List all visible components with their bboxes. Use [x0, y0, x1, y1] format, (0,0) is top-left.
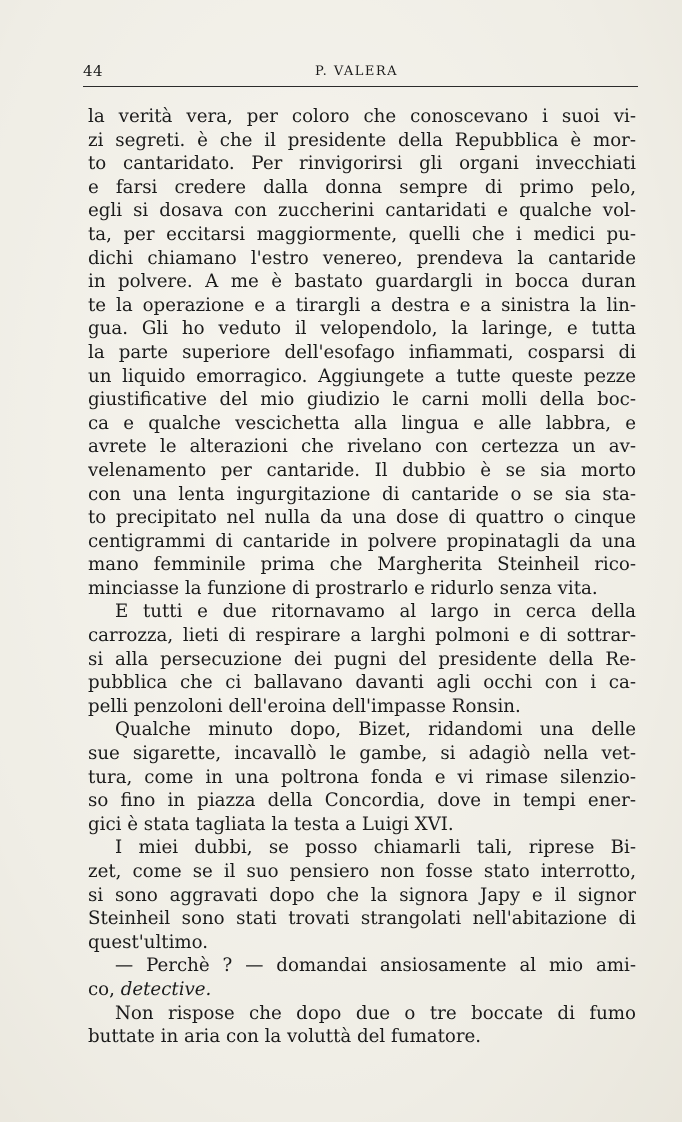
text-line: so fino in piazza della Concordia, dove in tempi ener-	[88, 790, 636, 812]
text-line: con una lenta ingurgitazione di cantaride o se sia sta-	[88, 483, 636, 505]
text-fragment: co,	[88, 978, 115, 1000]
text-line: e farsi credere dalla donna sempre di primo pelo,	[88, 176, 636, 198]
text-line: si sono aggravati dopo che la signora Japy e il signor	[88, 884, 636, 906]
text-line: la verità vera, per coloro che conoscevano i suoi vi-	[88, 106, 636, 127]
text-line: pubblica che ci ballavano davanti agli occhi con i ca-	[88, 672, 636, 694]
page-header	[83, 62, 638, 88]
text-line: ca e qualche vescichetta alla lingua e alle labbra, e	[88, 412, 636, 434]
text-line: to precipitato nel nulla da una dose di quattro o cinque	[88, 507, 636, 529]
text-line: velenamento per cantaride. Il dubbio è se sia morto	[88, 459, 636, 481]
text-line: sue sigarette, incavallò le gambe, si adagiò nella vet-	[88, 743, 636, 765]
text-line: pelli penzoloni dell'eroina dell'impasse Ronsin.	[88, 695, 521, 717]
text-line: E tutti e due ritornavamo al largo in cerca della	[115, 601, 636, 623]
text-line: ta, per eccitarsi maggiormente, quelli che i medici pu-	[88, 223, 636, 245]
text-line: tura, come in una poltrona fonda e vi rimase silenzio-	[88, 766, 636, 788]
text-line: Qualche minuto dopo, Bizet, ridandomi una delle	[115, 719, 636, 741]
text-line: quest'ultimo.	[88, 931, 209, 953]
text-line: Non rispose che dopo due o tre boccate di fumo	[115, 1002, 636, 1024]
text-line: te la operazione e a tirargli a destra e a sinistra la lin-	[88, 294, 636, 316]
text-line: mano femminile prima che Margherita Steinheil rico-	[88, 554, 636, 576]
text-line: zet, come se il suo pensiero non fosse stato interrotto,	[88, 861, 636, 882]
page-number: 44	[83, 62, 104, 80]
text-line: I miei dubbi, se posso chiamarli tali, riprese Bi-	[115, 837, 636, 859]
text-line: avrete le alterazioni che rivelano con certezza un av-	[88, 436, 636, 458]
text-line: in polvere. A me è bastato guardargli in bocca duran	[88, 271, 636, 293]
text-line: Steinheil sono stati trovati strangolati nell'abitazione di	[88, 908, 636, 930]
text-line: dichi chiamano l'estro venereo, prendeva la cantaride	[88, 247, 636, 269]
text-line: la parte superiore dell'esofago infiammati, cosparsi di	[88, 341, 636, 363]
text-line: si alla persecuzione dei pugni del presidente della Re-	[88, 648, 636, 670]
italic-word: detective.	[120, 978, 212, 1000]
text-line: zi segreti. è che il presidente della Repubblica è mor-	[88, 129, 636, 151]
body-text	[88, 105, 636, 1049]
running-head: P. VALERA	[315, 64, 399, 79]
text-line: un liquido emorragico. Aggiungete a tutte queste pezze	[88, 365, 636, 387]
text-line: gici è stata tagliata la testa a Luigi XVI.	[88, 813, 454, 835]
text-line: to cantaridato. Per rinvigorirsi gli organi invecchiati	[88, 153, 636, 175]
text-line: gua. Gli ho veduto il velopendolo, la laringe, e tutta	[88, 318, 636, 340]
header-rule	[83, 86, 638, 87]
text-line: centigrammi di cantaride in polvere propinatagli da una	[88, 530, 636, 552]
text-line: carrozza, lieti di respirare a larghi polmoni e di sottrar-	[88, 625, 636, 647]
text-line: — Perchè ? — domandai ansiosamente al mio ami-	[115, 955, 636, 977]
text-line: giustificative del mio giudizio le carni molli della boc-	[88, 389, 636, 411]
text-line: minciasse la funzione di prostrarlo e ridurlo senza vita.	[88, 577, 598, 599]
text-line: egli si dosava con zuccherini cantaridati e qualche vol-	[88, 200, 636, 222]
text-line: buttate in aria con la voluttà del fumatore.	[88, 1026, 482, 1048]
text-line-italic	[88, 978, 636, 1002]
